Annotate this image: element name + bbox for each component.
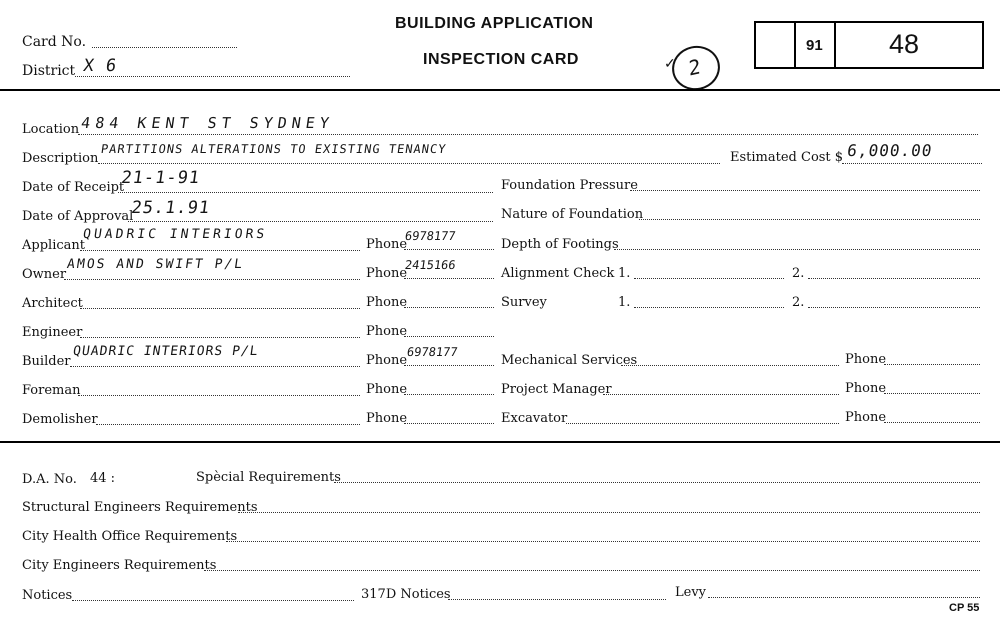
form-title-line2: INSPECTION CARD bbox=[423, 51, 579, 68]
foundation-pressure-dotted-line bbox=[630, 190, 980, 191]
owner-dotted-line bbox=[64, 279, 360, 280]
depth-of-footings-dotted-line bbox=[614, 249, 980, 250]
project-manager-dotted-line bbox=[603, 394, 839, 395]
structural-engineers-dotted-line bbox=[238, 512, 980, 513]
demolisher-phone-label: Phone bbox=[366, 411, 408, 426]
engineer-label: Engineer bbox=[22, 325, 83, 340]
alignment-check-1-dotted-line bbox=[634, 278, 784, 279]
mechanical-services-label: Mechanical Services bbox=[501, 353, 638, 368]
date-of-approval-dotted-line bbox=[128, 221, 493, 222]
levy-label: Levy bbox=[675, 585, 707, 600]
estimated-cost-value: 6,000.00 bbox=[846, 141, 934, 160]
survey-1-dotted-line bbox=[634, 307, 784, 308]
box-divider-1 bbox=[794, 23, 796, 67]
special-requirements-label: Spècial Requirements bbox=[196, 470, 341, 485]
foreman-label: Foreman bbox=[22, 383, 81, 398]
owner-phone-dotted-line bbox=[404, 278, 494, 279]
excavator-phone-label: Phone bbox=[845, 410, 887, 425]
mechanical-services-phone-label: Phone bbox=[845, 352, 887, 367]
survey-num2: 2. bbox=[792, 295, 805, 310]
nature-of-foundation-dotted-line bbox=[639, 219, 980, 220]
notices-317d-dotted-line bbox=[448, 599, 666, 600]
owner-value: AMOS AND SWIFT P/L bbox=[66, 257, 245, 272]
foundation-pressure-label: Foundation Pressure bbox=[501, 178, 638, 193]
applicant-dotted-line bbox=[80, 250, 360, 251]
applicant-phone-dotted-line bbox=[404, 249, 494, 250]
survey-2-dotted-line bbox=[808, 307, 980, 308]
project-manager-phone-dotted-line bbox=[884, 393, 980, 394]
card-no-label: Card No. bbox=[22, 34, 87, 50]
description-label: Description bbox=[22, 151, 99, 166]
survey-label: Survey bbox=[501, 295, 547, 310]
date-of-receipt-dotted-line bbox=[118, 192, 493, 193]
engineer-phone-label: Phone bbox=[366, 324, 408, 339]
excavator-label: Excavator bbox=[501, 411, 568, 426]
location-dotted-line bbox=[78, 134, 978, 135]
excavator-phone-dotted-line bbox=[884, 422, 980, 423]
demolisher-dotted-line bbox=[96, 424, 360, 425]
alignment-check-2-dotted-line bbox=[808, 278, 980, 279]
box-year: 91 bbox=[806, 37, 823, 54]
engineer-dotted-line bbox=[80, 337, 360, 338]
date-of-approval-value: 25.1.91 bbox=[130, 198, 212, 218]
notices-317d-label: 317D Notices bbox=[361, 587, 451, 602]
project-manager-phone-label: Phone bbox=[845, 381, 887, 396]
foreman-dotted-line bbox=[78, 395, 360, 396]
estimated-cost-dotted-line bbox=[842, 163, 982, 164]
card-no-dotted-line bbox=[92, 47, 237, 48]
mechanical-services-phone-dotted-line bbox=[884, 364, 980, 365]
description-dotted-line bbox=[98, 163, 720, 164]
box-number: 48 bbox=[889, 29, 920, 59]
applicant-phone-label: Phone bbox=[366, 237, 408, 252]
architect-label: Architect bbox=[22, 296, 83, 311]
applicant-phone-value: 6978177 bbox=[404, 229, 457, 243]
date-of-receipt-label: Date of Receipt bbox=[22, 180, 125, 195]
builder-phone-dotted-line bbox=[404, 365, 494, 366]
date-of-approval-label: Date of Approval bbox=[22, 209, 134, 224]
form-code: CP 55 bbox=[949, 602, 980, 614]
city-health-label: City Health Office Requirements bbox=[22, 529, 238, 544]
builder-label: Builder bbox=[22, 354, 71, 369]
card-number-box bbox=[754, 21, 984, 69]
architect-phone-label: Phone bbox=[366, 295, 408, 310]
builder-phone-value: 6978177 bbox=[406, 345, 459, 359]
mechanical-services-dotted-line bbox=[621, 365, 839, 366]
district-label: District bbox=[22, 63, 76, 79]
city-health-dotted-line bbox=[226, 541, 980, 542]
survey-num1: 1. bbox=[618, 295, 631, 310]
applicant-label: Applicant bbox=[22, 238, 85, 253]
header-divider bbox=[0, 89, 1000, 91]
structural-engineers-label: Structural Engineers Requirements bbox=[22, 500, 258, 515]
notices-dotted-line bbox=[72, 600, 354, 601]
circled-number-mark bbox=[668, 41, 724, 94]
builder-dotted-line bbox=[70, 366, 360, 367]
foreman-phone-label: Phone bbox=[366, 382, 408, 397]
project-manager-label: Project Manager bbox=[501, 382, 612, 397]
city-engineers-dotted-line bbox=[204, 570, 980, 571]
circled-number-text: 2 bbox=[687, 53, 702, 81]
form-title-line1: BUILDING APPLICATION bbox=[395, 15, 594, 32]
city-engineers-label: City Engineers Requirements bbox=[22, 558, 217, 573]
alignment-check-num2: 2. bbox=[792, 266, 805, 281]
builder-phone-label: Phone bbox=[366, 353, 408, 368]
notices-label: Notices bbox=[22, 588, 73, 603]
demolisher-label: Demolisher bbox=[22, 412, 98, 427]
alignment-check-label: Alignment Check bbox=[501, 266, 615, 281]
da-no-value: 44 : bbox=[90, 471, 116, 486]
builder-value: QUADRIC INTERIORS P/L bbox=[72, 344, 260, 359]
architect-phone-dotted-line bbox=[404, 307, 494, 308]
depth-of-footings-label: Depth of Footings bbox=[501, 237, 619, 252]
estimated-cost-label: Estimated Cost $ bbox=[730, 150, 844, 165]
owner-phone-value: 2415166 bbox=[404, 258, 457, 272]
box-divider-2 bbox=[834, 23, 836, 67]
da-no-label: D.A. No. bbox=[22, 472, 77, 487]
excavator-dotted-line bbox=[566, 423, 839, 424]
requirements-divider bbox=[0, 441, 1000, 443]
applicant-value: QUADRIC INTERIORS bbox=[82, 227, 269, 242]
levy-dotted-line bbox=[708, 597, 980, 598]
checkmark-icon: ✓ bbox=[664, 56, 676, 72]
alignment-check-num1: 1. bbox=[618, 266, 631, 281]
district-dotted-line bbox=[75, 76, 350, 77]
district-value: X 6 bbox=[82, 56, 119, 76]
architect-dotted-line bbox=[80, 308, 360, 309]
foreman-phone-dotted-line bbox=[404, 394, 494, 395]
description-value: PARTITIONS ALTERATIONS TO EXISTING TENANCY bbox=[100, 142, 448, 156]
location-value: 484 KENT ST SYDNEY bbox=[80, 114, 336, 132]
demolisher-phone-dotted-line bbox=[404, 423, 494, 424]
engineer-phone-dotted-line bbox=[404, 336, 494, 337]
owner-phone-label: Phone bbox=[366, 266, 408, 281]
date-of-receipt-value: 21-1-91 bbox=[120, 168, 202, 188]
nature-of-foundation-label: Nature of Foundation bbox=[501, 207, 644, 222]
special-requirements-dotted-line bbox=[334, 482, 980, 483]
location-label: Location bbox=[22, 122, 80, 137]
owner-label: Owner bbox=[22, 267, 67, 282]
